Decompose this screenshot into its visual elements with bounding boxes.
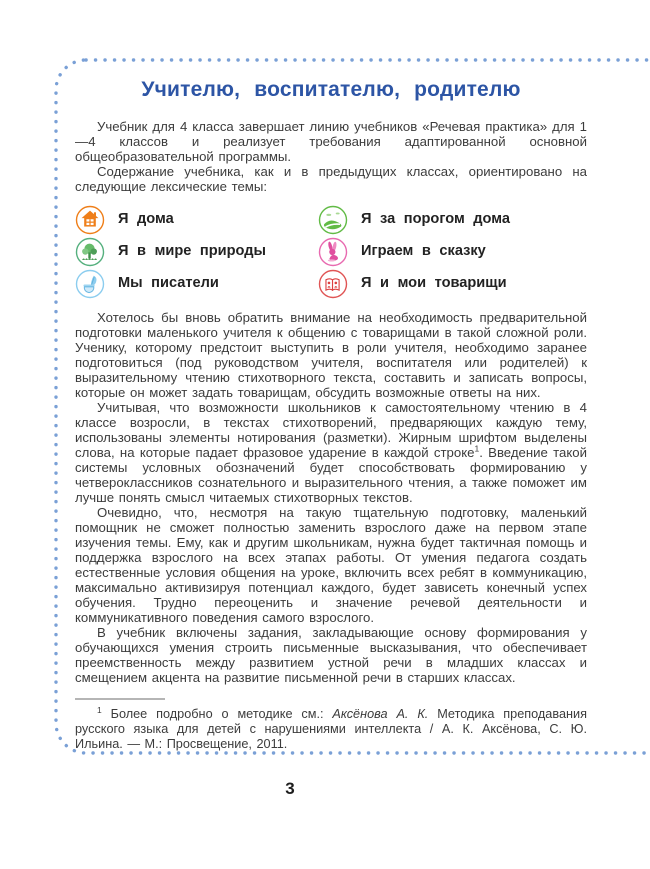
footnote bbox=[75, 704, 587, 753]
topic-label: Я за порогом дома bbox=[361, 211, 510, 227]
topic-label: Мы писатели bbox=[118, 275, 219, 291]
page-content bbox=[75, 72, 587, 753]
paragraph-intro-2: Содержание учебника, как и в предыдущих классах, ориентировано на следующие лексические темы: bbox=[75, 164, 587, 194]
paragraph-notation bbox=[75, 400, 587, 505]
paragraph-intro-1: Учебник для 4 класса завершает линию учебников «Речевая практика» для 1—4 классов и реализует требования адаптированной основной общеобразовательной программы. bbox=[75, 119, 587, 164]
footnote-text: Более подробно о методике см.: bbox=[101, 707, 333, 721]
footnote-marker: 1 bbox=[97, 704, 102, 715]
topic-item-outside-home bbox=[318, 204, 587, 235]
page-number: 3 bbox=[285, 779, 295, 798]
rabbit-icon bbox=[318, 237, 348, 267]
topic-label: Я дома bbox=[118, 211, 174, 227]
paragraph-written-speech: В учебник включены задания, закладывающие основу формирования у обучающихся умения строить письменные высказывания, что обеспечивает преемственность между развитием устной речи в младших классах и смещением акцента на развитие письменной речи в старших классах. bbox=[75, 625, 587, 685]
page-title: Учителю, воспитателю, родителю bbox=[141, 78, 521, 101]
paragraph-notation-text-cont: . Введение такой системы условных обозначений будет способствовать формированию у четвероклассников сознательного и выразительного чтения, а также поможет им лучше понять смысл читаемых стихотворных текстов. bbox=[75, 445, 587, 505]
paragraph-preparation: Хотелось бы вновь обратить внимание на необходимость предварительной подготовки маленького учителя к общению с товарищами в такой сложной роли. Ученику, которому предстоит выступить в роли учителя, необходимо заранее подготовиться (под руководством учителя, воспитателя или родителей) к выразительному чтению стихотворного текста, составить и записать вопросы, которые он может задать товарищам, обсудить возможные ответы на них. bbox=[75, 310, 587, 400]
footnote-author-italic: Аксёнова А. К. bbox=[332, 707, 429, 721]
friends-icon bbox=[318, 269, 348, 299]
topic-item-home bbox=[75, 204, 318, 235]
paragraph-notation-text: Учитывая, что возможности школьников к самостоятельному чтению в 4 классе возросли, в текстах стихотворений, предваряющих каждую тему, использованы элементы нотирования (разметки). Жирным шрифтом выделены слова, на которые падает фразовое ударение в каждой строке bbox=[75, 400, 587, 460]
paragraph-adult-role: Очевидно, что, несмотря на такую тщательную подготовку, маленький помощник не сможет полностью заменить взрослого даже на первом этапе изучения темы. Ему, как и другим школьникам, нужна будет тактичная помощь и поддержка взрослого на всех этапах работы. От умения педагога создать естественные условия общения на уроке, включить всех ребят в коммуникацию, максимально активизируя потенциал каждого, будет зависеть конечный успех обучения. Трудно переоценить и значение речевой деятельности и коммуникативного поведения самого взрослого. bbox=[75, 505, 587, 625]
footnote-divider bbox=[75, 698, 165, 700]
topic-label: Я и мои товарищи bbox=[361, 275, 507, 291]
quill-icon bbox=[75, 269, 105, 299]
topic-item-nature bbox=[75, 236, 318, 267]
topic-item-fairytale bbox=[318, 236, 587, 267]
topic-label: Я в мире природы bbox=[118, 243, 266, 259]
topic-item-friends bbox=[318, 268, 587, 299]
footnote-reference: 1 bbox=[474, 443, 480, 454]
topic-label: Играем в сказку bbox=[361, 243, 486, 259]
footnote-text-cont: Методика преподавания русского языка для детей с нарушениями интеллекта / А. К. Аксёнова, С. Ю. Ильина. — М.: Просвещение, 2011. bbox=[75, 707, 587, 752]
house-icon bbox=[75, 205, 105, 235]
meadow-icon bbox=[318, 205, 348, 235]
tree-icon bbox=[75, 237, 105, 267]
topic-item-writers bbox=[75, 268, 318, 299]
lexical-topics-grid bbox=[75, 204, 587, 299]
